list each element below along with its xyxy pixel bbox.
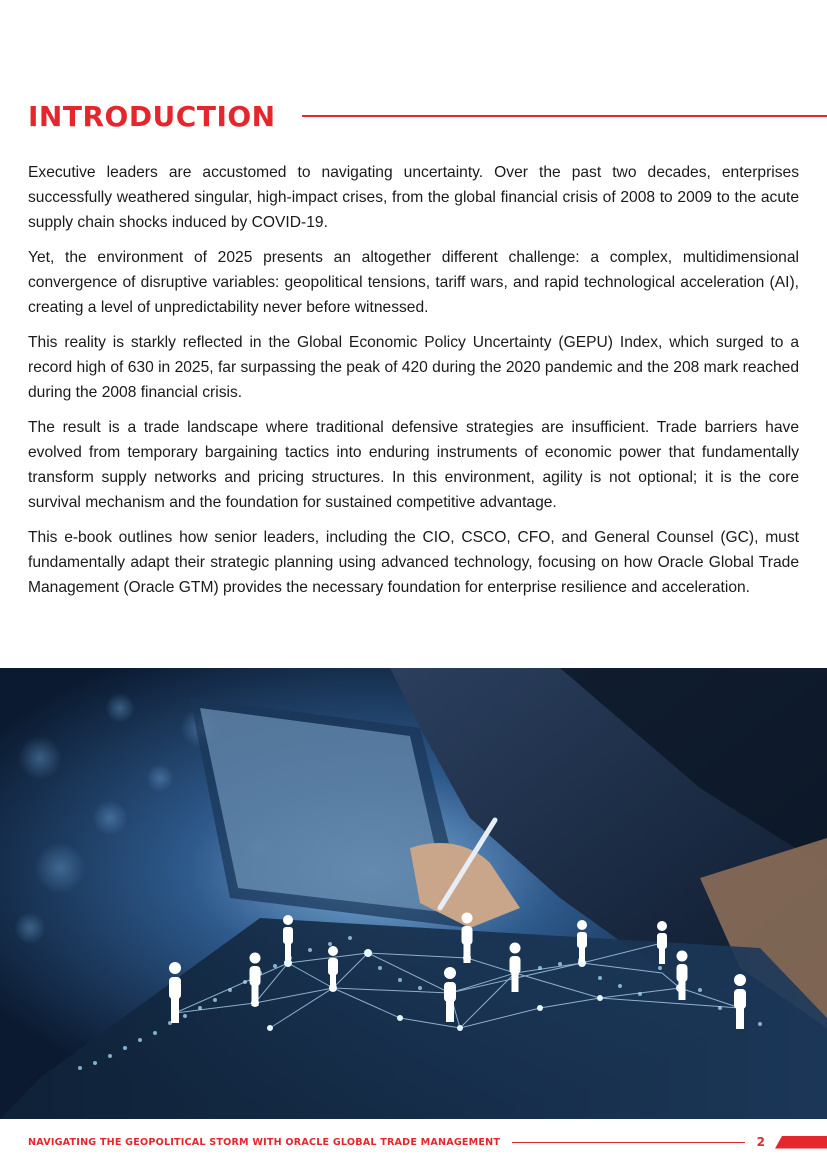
- title-divider: [302, 115, 827, 117]
- page-number: 2: [756, 1135, 765, 1149]
- page-title: INTRODUCTION: [28, 99, 276, 133]
- hero-image: [0, 668, 827, 1119]
- paragraph-2: Yet, the environment of 2025 presents an altogether different challenge: a complex, multidimensional convergence of disruptive variables: geopolitical tensions, tariff wars, and rapid technological acceleration (AI), creating a level of unpredictability never before witnessed.: [28, 249, 799, 316]
- footer-divider: [512, 1142, 744, 1143]
- footer: [0, 1130, 827, 1154]
- paragraph-1: Executive leaders are accustomed to navigating uncertainty. Over the past two decades, enterprises successfully weathered singular, high-impact crises, from the global financial crisis of 2008 to 2009 to the acute supply chain shocks induced by COVID-19.: [28, 164, 799, 231]
- hero-illustration: [0, 668, 827, 1119]
- title-row: [28, 96, 827, 136]
- paragraph-4: The result is a trade landscape where traditional defensive strategies are insufficient. Trade barriers have evolved from temporary bargaining tactics into enduring instruments of economic power that fundamentally transform supply networks and pricing structures. In this environment, agility is not optional; it is the core survival mechanism and the foundation for sustained competitive advantage.: [28, 419, 799, 511]
- footer-title: NAVIGATING THE GEOPOLITICAL STORM WITH ORACLE GLOBAL TRADE MANAGEMENT: [28, 1136, 501, 1148]
- paragraph-3: This reality is starkly reflected in the Global Economic Policy Uncertainty (GEPU) Index, which surged to a record high of 630 in 2025, far surpassing the peak of 420 during the 2020 pandemic and the 208 mark reached during the 2008 financial crisis.: [28, 334, 799, 401]
- footer-accent-tab: [775, 1136, 827, 1149]
- paragraph-5: This e-book outlines how senior leaders, including the CIO, CSCO, CFO, and General Counsel (GC), must fundamentally adapt their strategic planning using advanced technology, focusing on how Oracle Global Trade Management (Oracle GTM) provides the necessary foundation for enterprise resilience and acceleration.: [28, 529, 799, 596]
- body-text: [28, 160, 799, 610]
